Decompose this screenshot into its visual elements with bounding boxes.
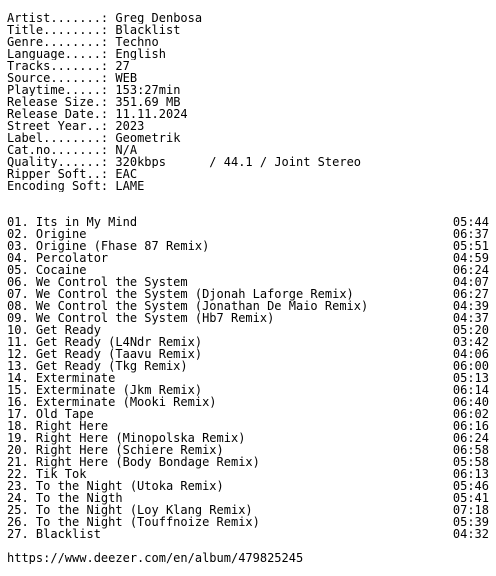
track-time: 04:32 [452, 527, 489, 541]
track-title: 24. To the Nigth [7, 491, 123, 505]
track-time: 06:02 [452, 407, 489, 421]
info-value: LAME [115, 180, 145, 192]
info-row-playtime [7, 84, 489, 96]
track-time: 06:37 [452, 227, 489, 241]
release-info-block [7, 12, 489, 192]
info-row-label [7, 132, 489, 144]
info-key: Title........: [7, 24, 109, 36]
info-key: Playtime.....: [7, 84, 109, 96]
info-key: Language.....: [7, 48, 109, 60]
info-row-title [7, 24, 489, 36]
info-value: 11.11.2024 [115, 108, 188, 120]
info-row-encoding-soft [7, 180, 489, 192]
track-time: 05:41 [452, 491, 489, 505]
tracklist [7, 216, 489, 540]
track-title: 02. Origine [7, 227, 87, 241]
info-key: Source.......: [7, 72, 109, 84]
track-title: 20. Right Here (Schiere Remix) [7, 443, 224, 457]
info-value: EAC [115, 168, 138, 180]
info-key: Ripper Soft..: [7, 168, 109, 180]
track-time: 06:24 [452, 431, 489, 445]
info-row-tracks [7, 60, 489, 72]
info-key: Genre........: [7, 36, 109, 48]
track-time: 05:13 [452, 371, 489, 385]
track-time: 04:59 [452, 251, 489, 265]
track-title: 25. To the Night (Loy Klang Remix) [7, 503, 253, 517]
info-key: Release Size.: [7, 96, 109, 108]
track-title: 03. Origine (Fhase 87 Remix) [7, 239, 210, 253]
info-key: Street Year..: [7, 120, 109, 132]
track-title: 11. Get Ready (L4Ndr Remix) [7, 335, 203, 349]
info-row-source [7, 72, 489, 84]
nfo-document [7, 12, 489, 564]
track-time: 07:18 [452, 503, 489, 517]
info-key: Cat.no.......: [7, 144, 109, 156]
album-url: https://www.deezer.com/en/album/479825245 [7, 552, 304, 564]
info-value: 153:27min [115, 84, 181, 96]
info-key: Artist.......: [7, 12, 109, 24]
info-row-release-size [7, 96, 489, 108]
track-title: 23. To the Night (Utoka Remix) [7, 479, 224, 493]
info-key: Encoding Soft: [7, 180, 109, 192]
track-title: 27. Blacklist [7, 527, 101, 541]
info-value: Geometrik [115, 132, 181, 144]
info-value: Blacklist [115, 24, 181, 36]
track-time: 06:16 [452, 419, 489, 433]
track-time: 04:37 [452, 311, 489, 325]
track-time: 06:13 [452, 467, 489, 481]
track-time: 05:39 [452, 515, 489, 529]
track-title: 26. To the Night (Touffnoize Remix) [7, 515, 260, 529]
track-time: 06:00 [452, 359, 489, 373]
track-title: 05. Cocaine [7, 263, 87, 277]
info-value: Techno [115, 36, 159, 48]
track-title: 07. We Control the System (Djonah Laforge Remix) [7, 287, 354, 301]
track-time: 06:40 [452, 395, 489, 409]
track-title: 09. We Control the System (Hb7 Remix) [7, 311, 275, 325]
info-value: 320kbps / 44.1 / Joint Stereo [115, 156, 362, 168]
track-title: 10. Get Ready [7, 323, 101, 337]
info-key: Label........: [7, 132, 109, 144]
info-row-street-year [7, 120, 489, 132]
track-title: 16. Exterminate (Mooki Remix) [7, 395, 217, 409]
track-time: 06:27 [452, 287, 489, 301]
section-gap [7, 192, 489, 216]
info-value: 2023 [115, 120, 145, 132]
track-title: 01. Its in My Mind [7, 215, 138, 229]
info-row-genre [7, 36, 489, 48]
track-time: 05:46 [452, 479, 489, 493]
info-row-release-date [7, 108, 489, 120]
info-key: Release Date.: [7, 108, 109, 120]
track-time: 06:24 [452, 263, 489, 277]
track-time: 05:44 [452, 215, 489, 229]
track-time: 05:58 [452, 455, 489, 469]
track-title: 19. Right Here (Minopolska Remix) [7, 431, 246, 445]
track-title: 22. Tik Tok [7, 467, 87, 481]
track-time: 06:14 [452, 383, 489, 397]
info-value: English [115, 48, 166, 60]
track-title: 15. Exterminate (Jkm Remix) [7, 383, 203, 397]
track-title: 12. Get Ready (Taavu Remix) [7, 347, 203, 361]
track-title: 21. Right Here (Body Bondage Remix) [7, 455, 260, 469]
track-title: 04. Percolator [7, 251, 109, 265]
track-row [7, 528, 489, 540]
track-time: 04:07 [452, 275, 489, 289]
info-value: N/A [115, 144, 138, 156]
info-key: Tracks.......: [7, 60, 109, 72]
track-title: 17. Old Tape [7, 407, 94, 421]
track-time: 05:20 [452, 323, 489, 337]
info-row-artist [7, 12, 489, 24]
track-time: 05:51 [452, 239, 489, 253]
info-value: WEB [115, 72, 138, 84]
info-value: 351.69 MB [115, 96, 181, 108]
info-row-ripper-soft [7, 168, 489, 180]
track-title: 06. We Control the System [7, 275, 188, 289]
track-title: 18. Right Here [7, 419, 109, 433]
info-row-cat-no [7, 144, 489, 156]
track-title: 14. Exterminate [7, 371, 116, 385]
info-row-quality [7, 156, 489, 168]
track-time: 06:58 [452, 443, 489, 457]
track-title: 08. We Control the System (Jonathan De Maio Remix) [7, 299, 369, 313]
track-time: 03:42 [452, 335, 489, 349]
track-time: 04:06 [452, 347, 489, 361]
track-time: 04:39 [452, 299, 489, 313]
info-value: Greg Denbosa [115, 12, 203, 24]
info-key: Quality......: [7, 156, 109, 168]
info-row-language [7, 48, 489, 60]
info-value: 27 [115, 60, 130, 72]
track-title: 13. Get Ready (Tkg Remix) [7, 359, 188, 373]
